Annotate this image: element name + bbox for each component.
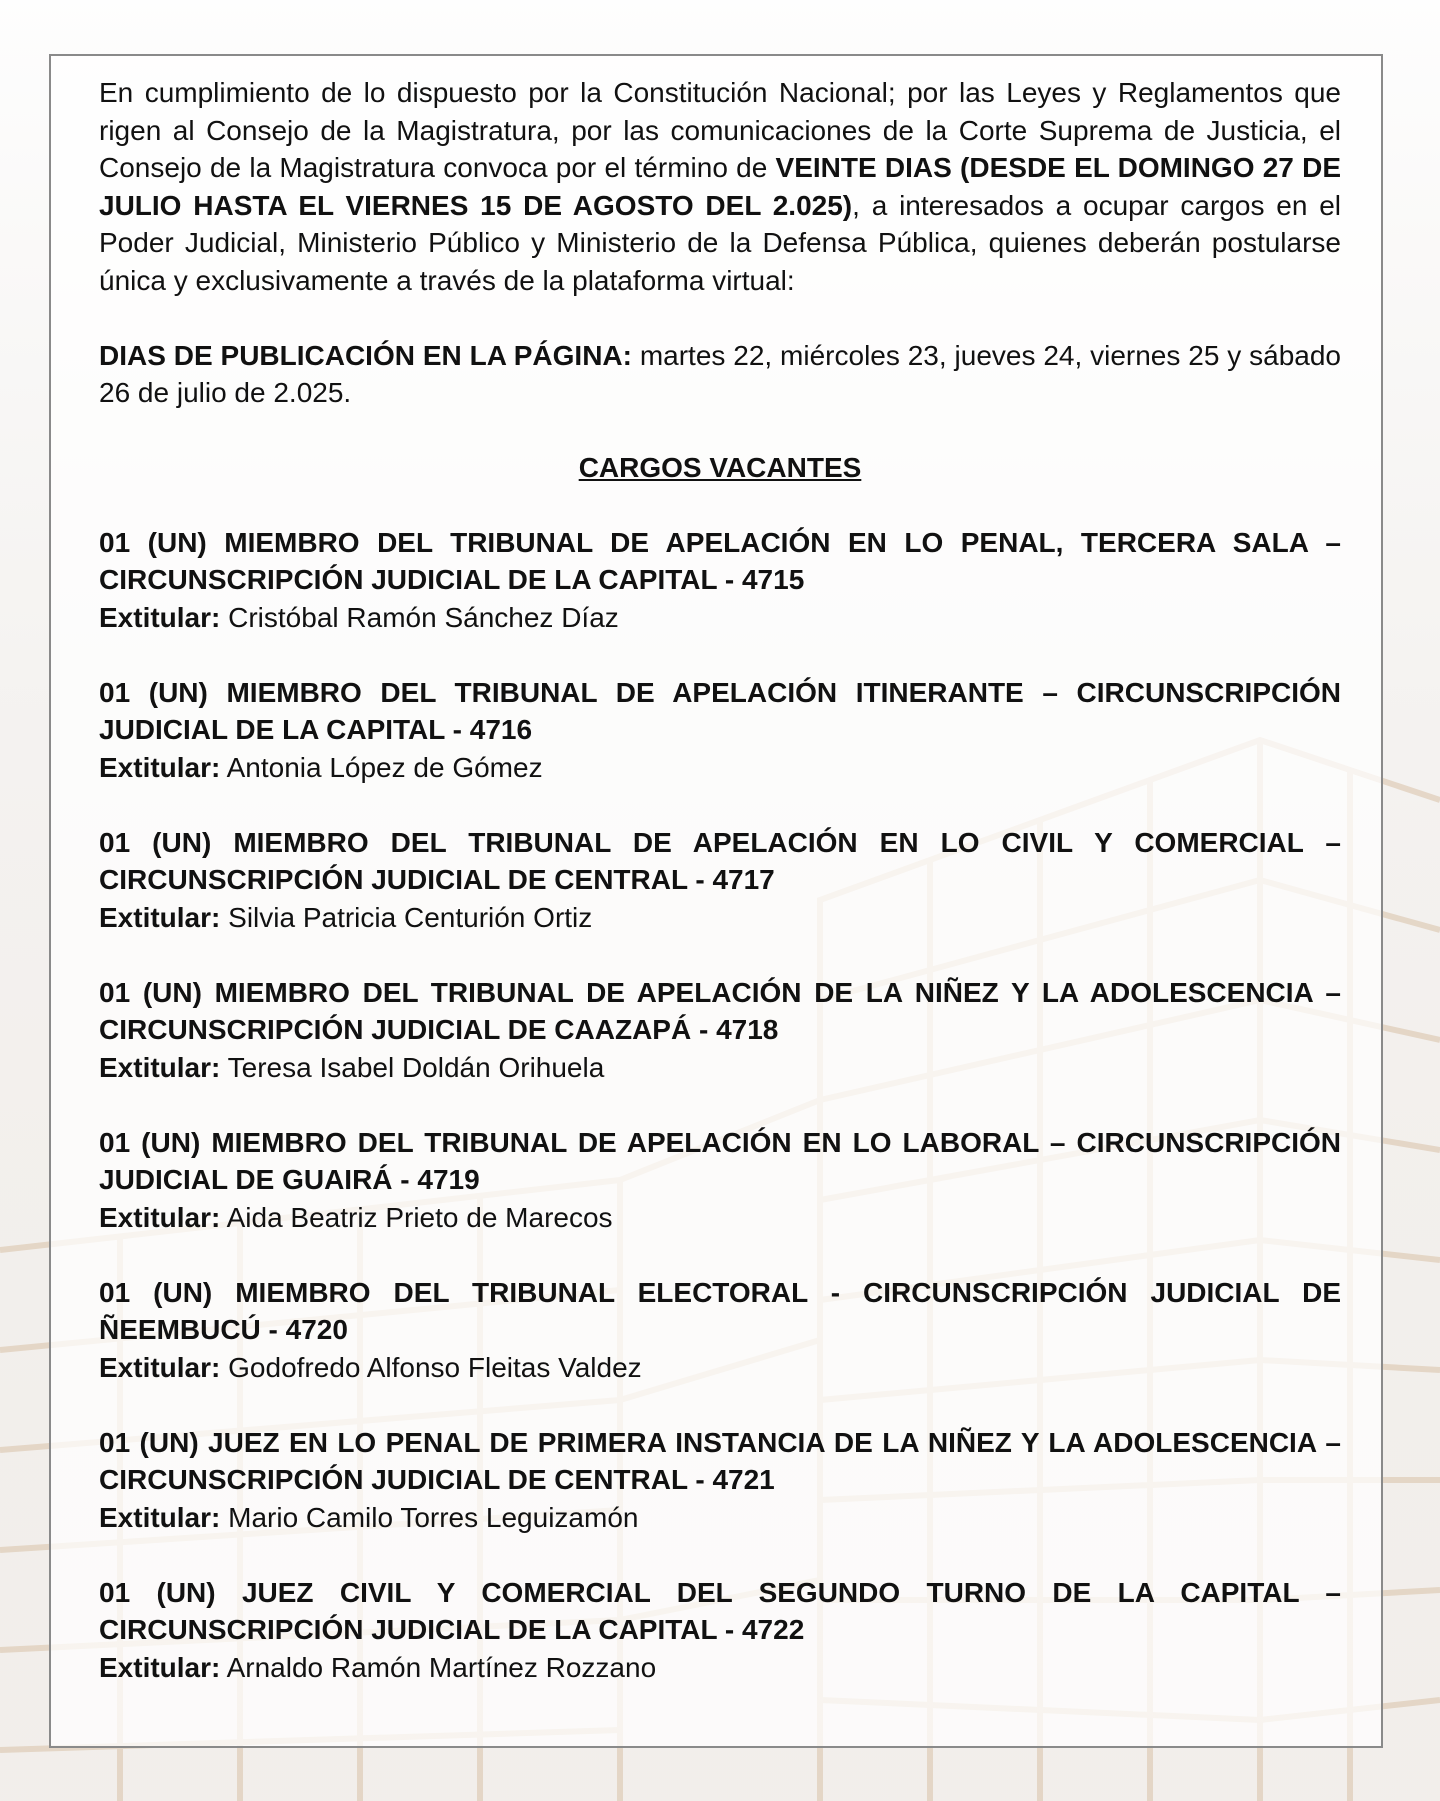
cargo-title: 01 (UN) MIEMBRO DEL TRIBUNAL DE APELACIÓN EN LO CIVIL Y COMERCIAL – CIRCUNSCRIPCIÓN JUDICIAL DE CENTRAL - 4717 <box>99 826 1341 895</box>
intro-paragraph <box>99 74 1341 299</box>
cargo-title: 01 (UN) JUEZ CIVIL Y COMERCIAL DEL SEGUNDO TURNO DE LA CAPITAL – CIRCUNSCRIPCIÓN JUDICIAL DE LA CAPITAL - 4722 <box>99 1576 1341 1645</box>
cargo-title: 01 (UN) MIEMBRO DEL TRIBUNAL DE APELACIÓN DE LA NIÑEZ Y LA ADOLESCENCIA – CIRCUNSCRIPCIÓN JUDICIAL DE CAAZAPÁ - 4718 <box>99 976 1341 1045</box>
intro-text-before: En cumplimiento de lo dispuesto por la Constitución Nacional; por las Leyes y Reglamentos que rigen al Consejo de la Magistratura, por las comunicaciones de la Corte Suprema de Justicia, el Consejo de la Magistratura convoca por el término de <box>99 77 1341 183</box>
extitular-line <box>99 599 1341 637</box>
extitular-label: Extitular: <box>99 1501 221 1533</box>
extitular-name: Godofredo Alfonso Fleitas Valdez <box>228 1351 642 1383</box>
intro-text-after: , a interesados a ocupar cargos en el Poder Judicial, Ministerio Público y Ministerio de la Defensa Pública, quienes deberán postularse única y exclusivamente a través de la plataforma virtual: <box>99 189 1341 296</box>
cargo-title: 01 (UN) MIEMBRO DEL TRIBUNAL DE APELACIÓN EN LO PENAL, TERCERA SALA – CIRCUNSCRIPCIÓN JUDICIAL DE LA CAPITAL - 4715 <box>99 526 1341 595</box>
cargo-item <box>99 824 1341 937</box>
extitular-name: Teresa Isabel Doldán Orihuela <box>227 1051 605 1083</box>
extitular-name: Aida Beatriz Prieto de Marecos <box>226 1201 613 1233</box>
extitular-label: Extitular: <box>99 901 221 933</box>
cargo-item <box>99 674 1341 787</box>
publication-label: DIAS DE PUBLICACIÓN EN LA PÁGINA: <box>99 339 632 371</box>
extitular-line <box>99 1499 1341 1537</box>
extitular-label: Extitular: <box>99 751 221 783</box>
extitular-name: Silvia Patricia Centurión Ortiz <box>228 901 593 933</box>
intro-period-bold: VEINTE DIAS (DESDE EL DOMINGO 27 DE JULIO HASTA EL VIERNES 15 DE AGOSTO DEL 2.025) <box>99 152 1341 221</box>
extitular-name: Antonia López de Gómez <box>226 751 543 783</box>
cargo-item <box>99 1424 1341 1537</box>
extitular-line <box>99 1649 1341 1687</box>
cargo-item <box>99 1124 1341 1237</box>
extitular-line <box>99 1349 1341 1387</box>
extitular-line <box>99 1199 1341 1237</box>
extitular-line <box>99 1049 1341 1087</box>
cargo-item <box>99 524 1341 637</box>
extitular-label: Extitular: <box>99 1651 221 1683</box>
announcement-panel <box>49 54 1383 1748</box>
extitular-label: Extitular: <box>99 1351 221 1383</box>
cargo-item <box>99 974 1341 1087</box>
extitular-name: Mario Camilo Torres Leguizamón <box>228 1501 639 1533</box>
extitular-label: Extitular: <box>99 1201 221 1233</box>
extitular-line <box>99 749 1341 787</box>
extitular-name: Arnaldo Ramón Martínez Rozzano <box>226 1651 657 1683</box>
publication-dates: martes 22, miércoles 23, jueves 24, viernes 25 y sábado 26 de julio de 2.025. <box>99 339 1341 408</box>
cargo-title: 01 (UN) MIEMBRO DEL TRIBUNAL DE APELACIÓN ITINERANTE – CIRCUNSCRIPCIÓN JUDICIAL DE LA CAPITAL - 4716 <box>99 676 1341 745</box>
section-title: CARGOS VACANTES <box>578 451 862 483</box>
publication-days-paragraph <box>99 337 1341 412</box>
extitular-name: Cristóbal Ramón Sánchez Díaz <box>228 601 619 633</box>
extitular-label: Extitular: <box>99 601 221 633</box>
extitular-label: Extitular: <box>99 1051 221 1083</box>
cargo-title: 01 (UN) MIEMBRO DEL TRIBUNAL DE APELACIÓN EN LO LABORAL – CIRCUNSCRIPCIÓN JUDICIAL DE GUAIRÁ - 4719 <box>99 1126 1341 1195</box>
extitular-line <box>99 899 1341 937</box>
cargo-item <box>99 1574 1341 1687</box>
cargo-title: 01 (UN) MIEMBRO DEL TRIBUNAL ELECTORAL - CIRCUNSCRIPCIÓN JUDICIAL DE ÑEEMBUCÚ - 4720 <box>99 1276 1341 1345</box>
cargo-item <box>99 1274 1341 1387</box>
announcement-content <box>99 74 1341 1724</box>
cargo-title: 01 (UN) JUEZ EN LO PENAL DE PRIMERA INSTANCIA DE LA NIÑEZ Y LA ADOLESCENCIA – CIRCUNSCRIPCIÓN JUDICIAL DE CENTRAL - 4721 <box>99 1426 1341 1495</box>
